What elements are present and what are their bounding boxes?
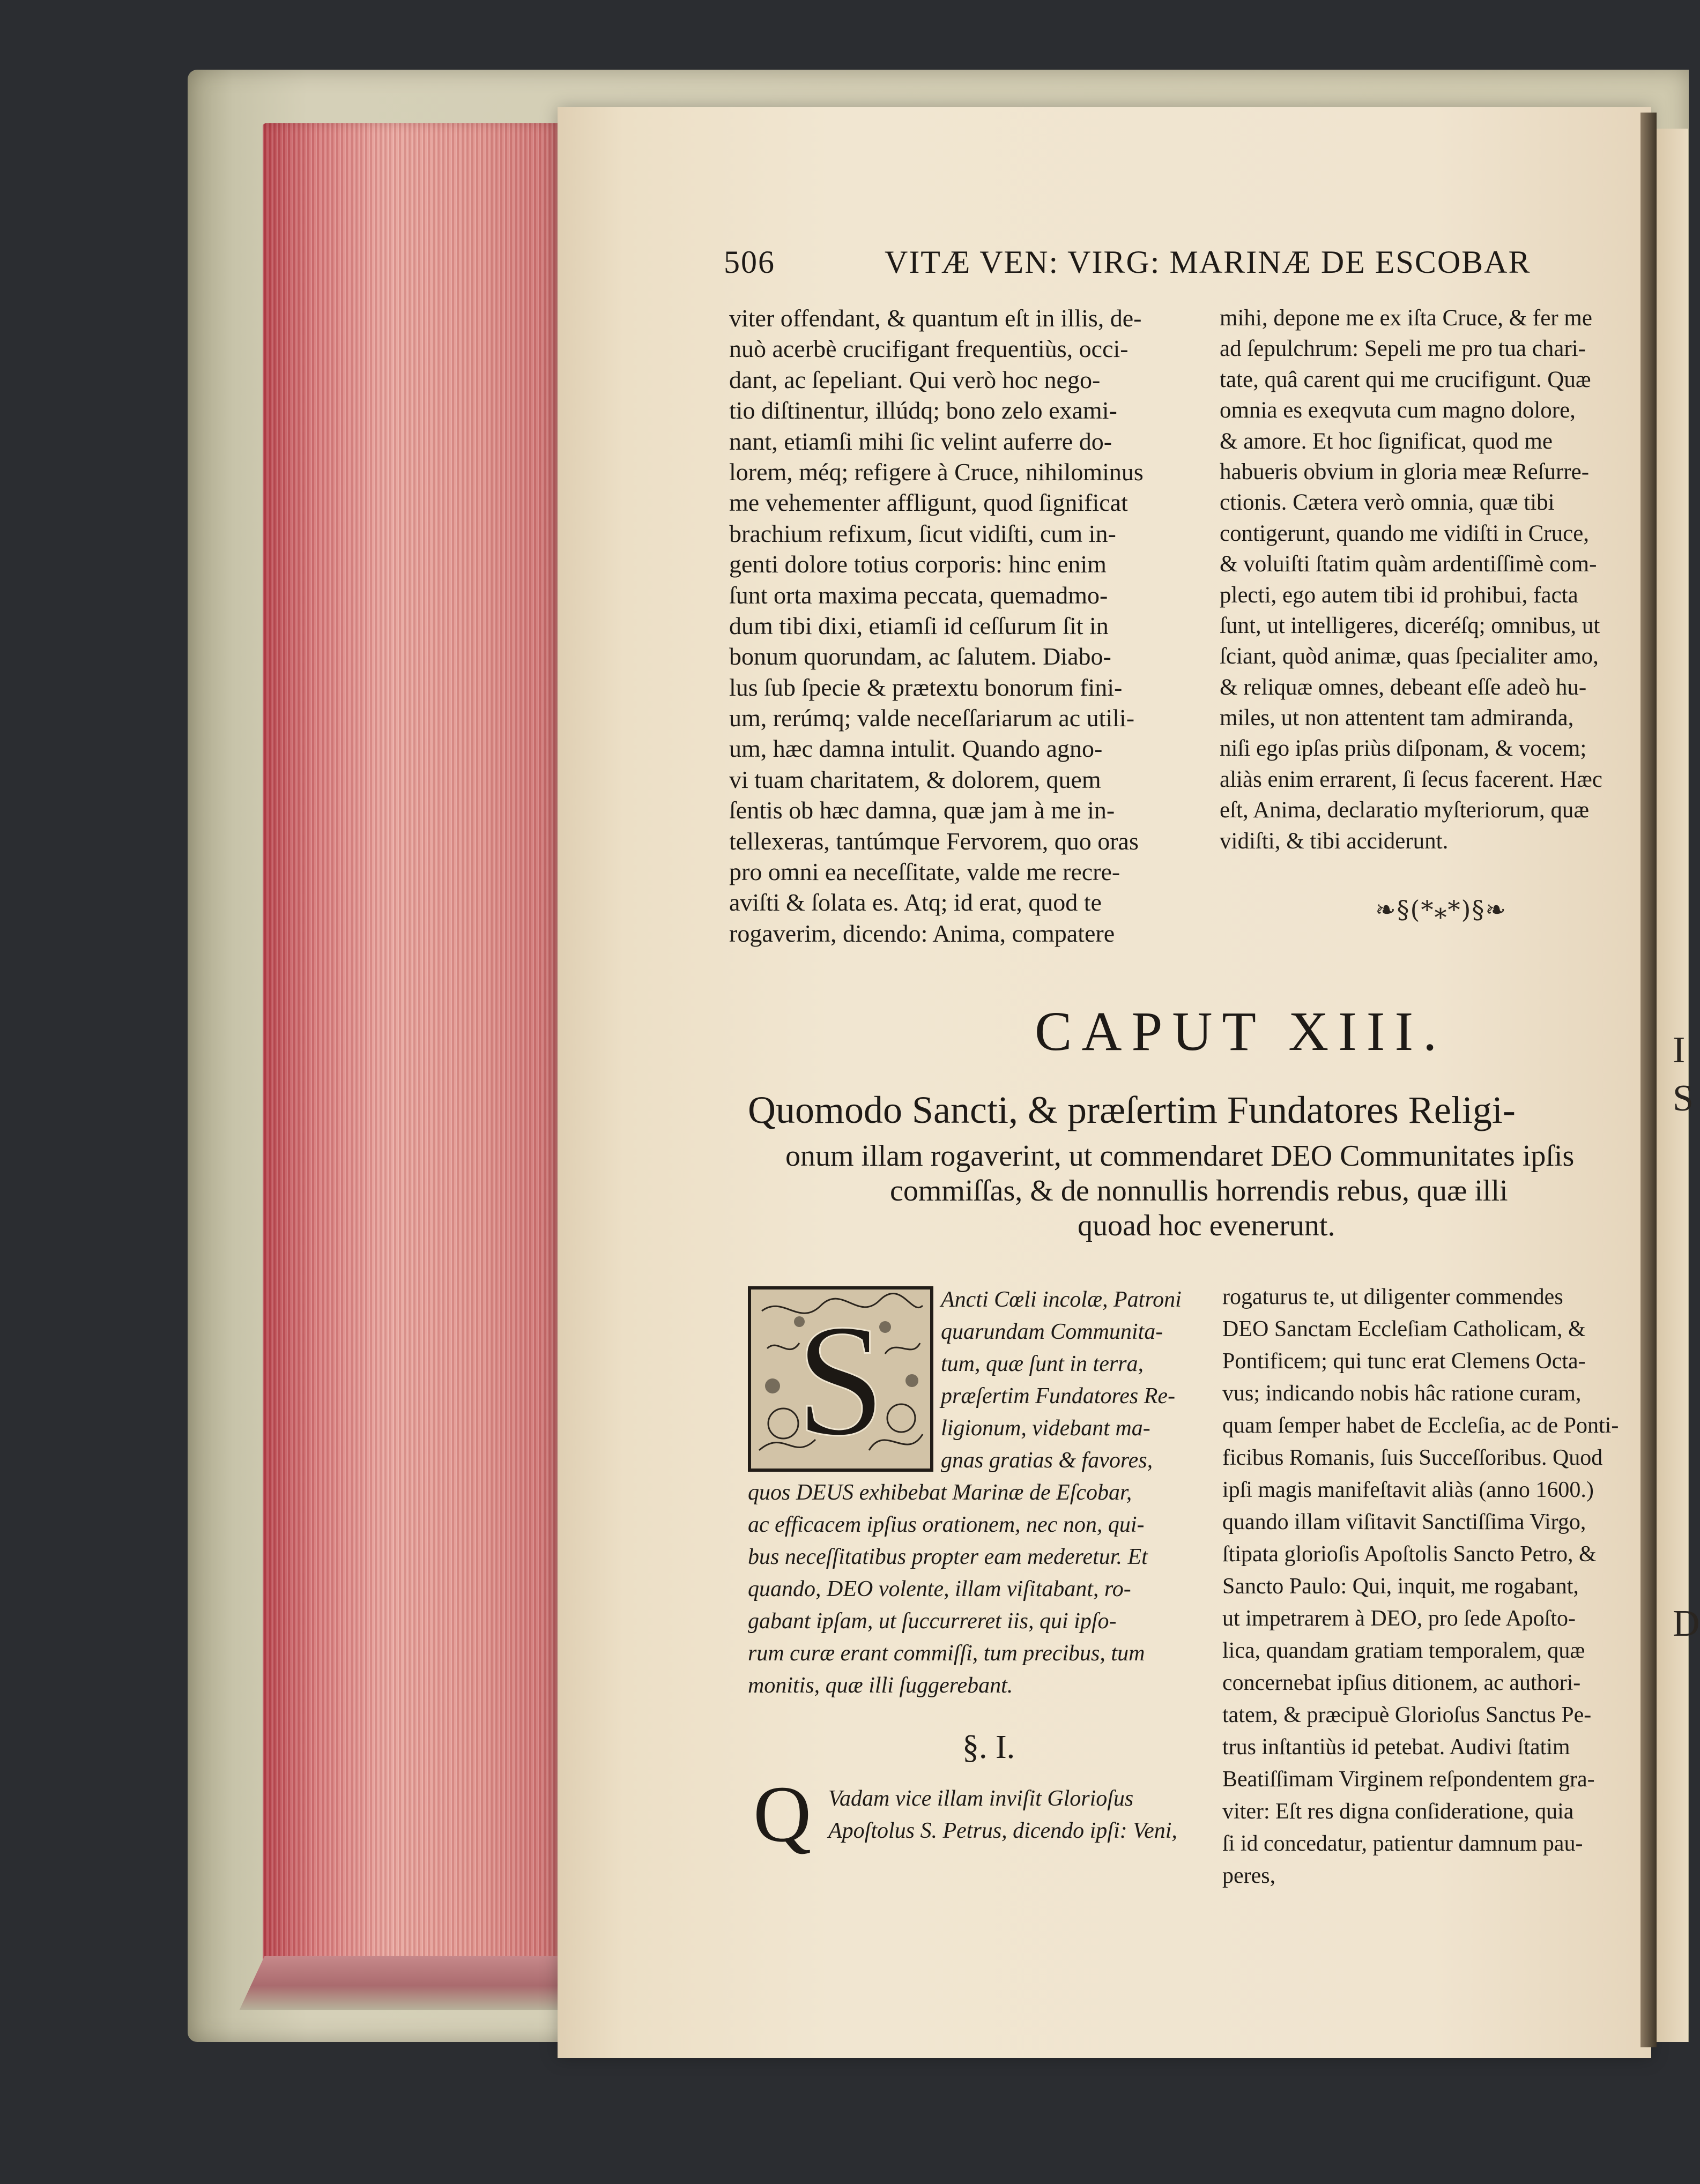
chapter-title-line: commiſſas, & de nonnullis horrendis rebus, quæ illi <box>890 1174 1508 1207</box>
text-line: rum curæ erant commiſſi, tum precibus, tum <box>748 1641 1145 1666</box>
facing-page-letter: S <box>1673 1078 1694 1119</box>
text-line: eſt, Anima, declaratio myſteriorum, quæ <box>1220 797 1590 823</box>
text-line: ipſi magis manifeſtavit aliàs (anno 1600.) <box>1222 1478 1594 1502</box>
text-line: plecti, ego autem tibi id prohibui, facta <box>1220 582 1578 608</box>
text-line: quarundam Communita- <box>941 1320 1163 1344</box>
text-line: gnas gratias & favores, <box>941 1448 1153 1473</box>
text-line: bus neceſſitatibus propter eam mederetur. Et <box>748 1545 1148 1569</box>
text-line: ut impetrarem à DEO, pro ſede Apoſto- <box>1222 1606 1576 1631</box>
text-line: Sancto Paulo: Qui, inquit, me rogabant, <box>1222 1574 1579 1599</box>
ornament-divider: ❧§(*⁎*)§❧ <box>1375 895 1507 924</box>
text-line: bonum quorundam, ac ſalutem. Diabo- <box>729 643 1111 670</box>
book-gutter <box>1640 113 1657 2047</box>
page-edges-bottom <box>240 1956 587 2010</box>
text-line: tum, quæ ſunt in terra, <box>941 1352 1144 1376</box>
text-line: lica, quandam gratiam temporalem, quæ <box>1222 1638 1585 1663</box>
text-line: quando, DEO volente, illam viſitabant, ro- <box>748 1577 1131 1601</box>
text-line: omnia es exeqvuta cum magno dolore, <box>1220 398 1576 423</box>
text-line: ad ſepulchrum: Sepeli me pro tua chari- <box>1220 336 1586 362</box>
text-line: brachium refixum, ſicut vidiſti, cum in- <box>729 519 1116 547</box>
text-line: quando illam viſitavit Sanctiſſima Virgo, <box>1222 1510 1586 1534</box>
text-line: monitis, quæ illi ſuggerebant. <box>748 1673 1013 1698</box>
text-line: viter offendant, & quantum eſt in illis, de- <box>729 304 1142 332</box>
text-line: tio diſtinentur, illúdq; bono zelo exami- <box>729 397 1117 424</box>
woodcut-illustration <box>751 1289 930 1469</box>
text-line: quam ſemper habet de Eccleſia, ac de Ponti- <box>1222 1413 1619 1438</box>
page-number: 506 <box>724 244 775 280</box>
facing-page-letter: D <box>1673 1603 1700 1644</box>
text-line: niſi ego ipſas priùs diſponam, & vocem; <box>1220 736 1587 762</box>
left-column <box>729 303 1196 949</box>
section-mark: §. I. <box>962 1729 1015 1765</box>
text-line: dant, ac ſepeliant. Qui verò hoc nego- <box>729 366 1101 393</box>
text-line: ctionis. Cætera verò omnia, quæ tibi <box>1220 490 1555 516</box>
text-line: ac efficacem ipſius orationem, nec non, qui- <box>748 1512 1145 1537</box>
text-line: & amore. Et hoc ſignificat, quod me <box>1220 428 1553 454</box>
text-line: Ancti Cœli incolæ, Patroni <box>941 1287 1182 1312</box>
text-line: lus ſub ſpecie & prætextu bonorum fini- <box>729 673 1123 701</box>
text-line: miles, ut non attentent tam admiranda, <box>1220 705 1574 731</box>
text-line: ſtipata glorioſis Apoſtolis Sancto Petro, & <box>1222 1542 1597 1567</box>
text-line: um, rerúmq; valde neceſſariarum ac utili- <box>729 704 1135 732</box>
text-line: pro omni ea neceſſitate, valde me recre- <box>729 858 1120 886</box>
text-line: ſciant, quòd animæ, quas ſpecialiter amo, <box>1220 644 1599 669</box>
text-line: tellexeras, tantúmque Fervorem, quo oras <box>729 827 1139 855</box>
facing-page-letter: I <box>1673 1030 1686 1071</box>
text-line: præſertim Fundatores Re- <box>941 1384 1176 1408</box>
section-initial: Q <box>753 1770 812 1859</box>
text-line: dum tibi dixi, etiamſi id ceſſurum ſit in <box>729 612 1109 639</box>
text-line: quos DEUS exhibebat Marinæ de Eſcobar, <box>748 1480 1132 1505</box>
text-line: ſentis ob hæc damna, quæ jam à me in- <box>729 796 1115 824</box>
text-line: trus inſtantiùs id petebat. Audivi ſtatim <box>1222 1735 1570 1760</box>
text-line: mihi, depone me ex iſta Cruce, & fer me <box>1220 305 1592 331</box>
text-line: genti dolore totius corporis: hinc enim <box>729 550 1107 578</box>
intro-right <box>1222 1281 1619 1892</box>
text-line: me vehementer affligunt, quod ſignificat <box>729 489 1128 517</box>
text-line: lorem, méq; refigere à Cruce, nihilominus <box>729 458 1144 486</box>
text-line: aliàs enim errarent, ſi ſecus facerent. Hæc <box>1220 766 1602 792</box>
text-line: tate, quâ carent qui me crucifigunt. Quæ <box>1220 367 1591 392</box>
text-line: ſunt, ut intelligeres, diceréſq; omnibus, ut <box>1220 613 1600 638</box>
text-line: peres, <box>1222 1864 1276 1888</box>
decorated-initial <box>748 1286 933 1472</box>
text-line: rogaturus te, ut diligenter commendes <box>1222 1285 1563 1309</box>
text-line: ſi id concedatur, patientur damnum pau- <box>1222 1831 1583 1856</box>
chapter-title-line: Quomodo Sancti, & præſertim Fundatores Religi- <box>748 1089 1516 1131</box>
text-line: viter: Eſt res digna conſideratione, quia <box>1222 1799 1574 1824</box>
section-line: Vadam vice illam inviſit Glorioſus <box>828 1786 1134 1811</box>
text-line: & voluiſti ſtatim quàm ardentiſſimè com- <box>1220 551 1597 577</box>
text-line: tatem, & præcipuè Glorioſus Sanctus Pe- <box>1222 1703 1592 1727</box>
text-line: ſunt orta maxima peccata, quemadmo- <box>729 581 1108 609</box>
text-line: nuò acerbè crucifigant frequentiùs, occi- <box>729 335 1129 363</box>
text-line: Beatiſſimam Virginem reſpondentem gra- <box>1222 1767 1595 1792</box>
text-line: gabant ipſam, ut ſuccurreret iis, qui ipſo- <box>748 1609 1117 1634</box>
intro-left-full <box>748 1477 1148 1702</box>
text-line: vidiſti, & tibi acciderunt. <box>1220 828 1449 854</box>
text-line: aviſti & ſolata es. Atq; id erat, quod te <box>729 889 1102 916</box>
text-line: Pontificem; qui tunc erat Clemens Octa- <box>1222 1349 1586 1374</box>
chapter-title-line: quoad hoc evenerunt. <box>1078 1209 1335 1242</box>
page-edges <box>263 123 563 1983</box>
right-column <box>1220 303 1640 856</box>
text-line: um, hæc damna intulit. Quando agno- <box>729 735 1103 763</box>
text-line: rogaverim, dicendo: Anima, compatere <box>729 919 1115 947</box>
running-title: VITÆ VEN: VIRG: MARINÆ DE ESCOBAR <box>885 244 1531 280</box>
text-line: ficibus Romanis, ſuis Succeſſoribus. Quod <box>1222 1445 1603 1470</box>
text-line: habueris obvium in gloria meæ Reſurre- <box>1220 459 1590 484</box>
text-line: ligionum, videbant ma- <box>941 1416 1150 1441</box>
text-line: & reliquæ omnes, debeant eſſe adeò hu- <box>1220 674 1587 700</box>
chapter-heading: CAPUT XIII. <box>1035 1001 1447 1062</box>
running-head <box>724 244 1531 281</box>
initial-letter: S <box>796 1291 886 1469</box>
text-line: vus; indicando nobis hâc ratione curam, <box>1222 1381 1582 1406</box>
text-line: contigerunt, quando me vidiſti in Cruce, <box>1220 520 1590 546</box>
section-line: Apoſtolus S. Petrus, dicendo ipſi: Veni, <box>828 1818 1177 1843</box>
chapter-title-line: onum illam rogaverint, ut commendaret DEO Communitates ipſis <box>785 1139 1575 1173</box>
text-line: DEO Sanctam Eccleſiam Catholicam, & <box>1222 1317 1586 1341</box>
text-line: nant, etiamſi mihi ſic velint auferre do- <box>729 427 1112 455</box>
intro-left-indented <box>941 1284 1182 1477</box>
text-line: concernebat ipſius ditionem, ac authori- <box>1222 1671 1581 1695</box>
text-line: vi tuam charitatem, & dolorem, quem <box>729 765 1101 793</box>
